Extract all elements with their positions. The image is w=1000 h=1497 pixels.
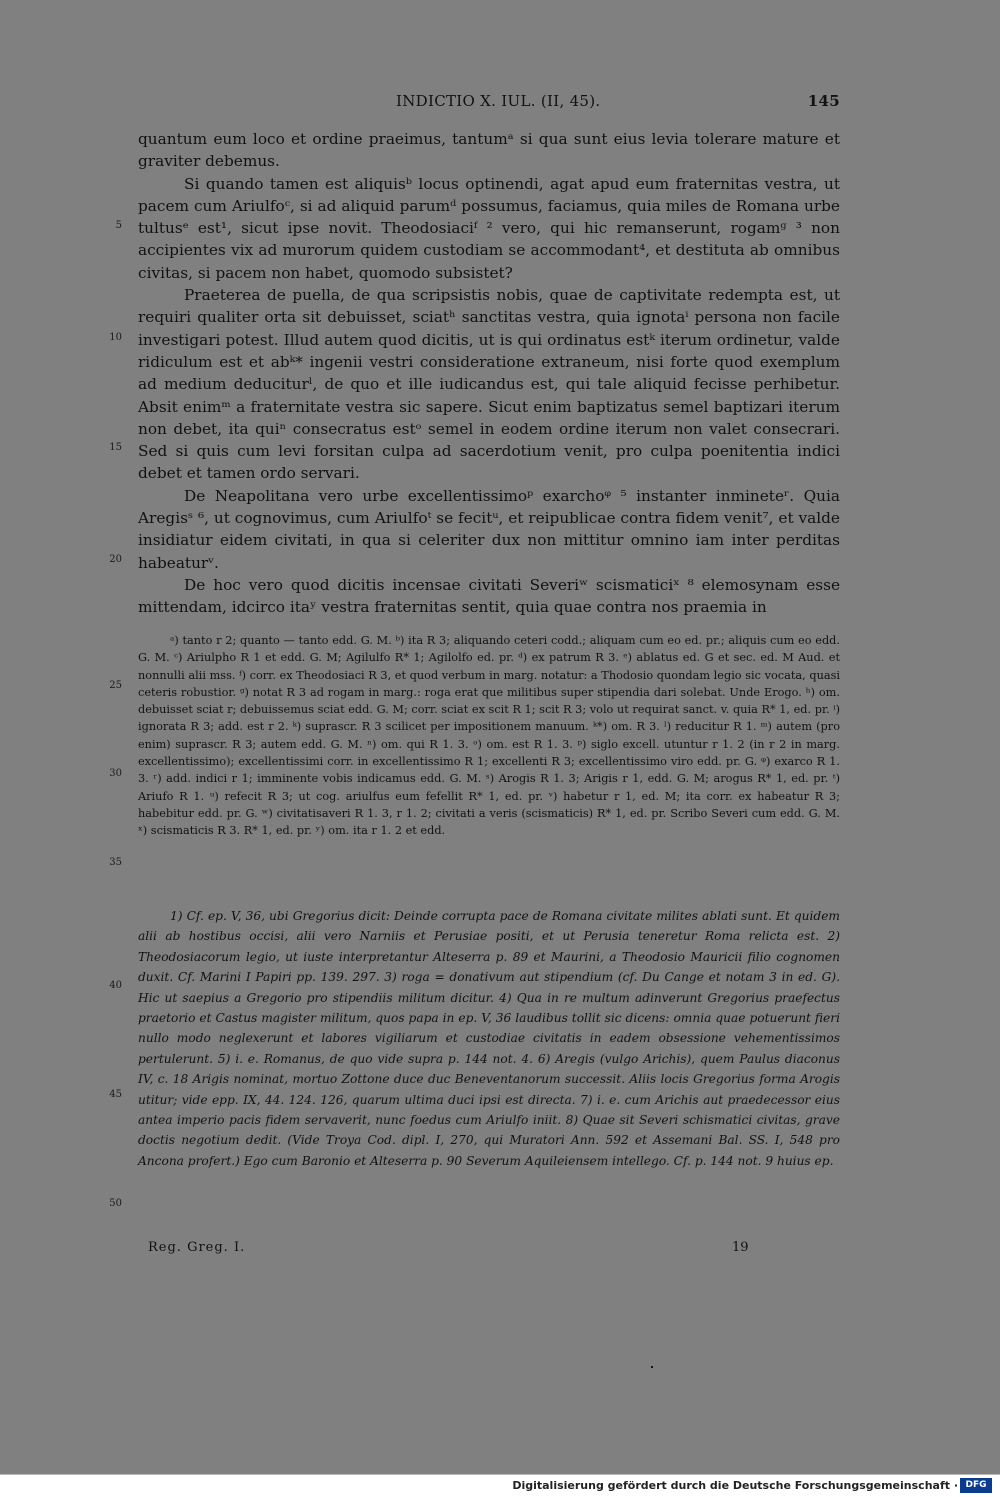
paragraph: De Neapolitana vero urbe excellentissimoᵖ exarchoᵠ ⁵ instanter inmineteʳ. Quia Aregisˢ ⁶, ut cognovimus, cum Ariulfoᵗ se fecitᵘ, et reipublicae contra fidem venit⁷, et valde insidiatur eidem civitati, in qua si celeriter dux non mittitur omnino iam inter perditas habeaturᵛ.: [138, 486, 840, 572]
signature-mark: Reg. Greg. I.: [148, 1240, 246, 1255]
line-number: 30: [109, 768, 122, 779]
main-text: [138, 128, 840, 619]
reference-text: 1) Cf. ep. V, 36, ubi Gregorius dicit: Deinde corrupta pace de Romana civitate milites ablati sunt. Et quidem alii ab hostibus occisi, alii vero Narniis et Perusiae positi, et ut Perusia teneretur Roma relicta est. 2) Theodosiacorum legio, ut iuste interpretantur Alteserra p. 89 et Maurini, a Theodosio Mauricii filio cognomen duxit. Cf. Marini I Papiri pp. 139. 297. 3) roga = donativum aut stipendium (cf. Du Cange et notam 3 in ed. G). Hic ut saepius a Gregorio pro stipendiis militum dicitur. 4) Qua in re multum adinverunt Gregorius praefectus praetorio et Castus magister militum, quos papa in ep. V, 36 laudibus tollit sic dicens: omnia quae potuerunt fieri nullo modo neglexerunt et labores vigiliarum et custodiae civitatis in eadem obsessione vehementissimos pertulerunt. 5) i. e. Romanus, de quo vide supra p. 144 not. 4. 6) Aregis (vulgo Arichis), quem Paulus diaconus IV, c. 18 Arigis nominat, mortuo Zottone duce duc Beneventanorum successit. Aliis locis Gregorius forma Arogis utitur; vide epp. IX, 44. 124. 126, quarum ultima duci ipsi est directa. 7) i. e. cum Arichis aut praedecessor eius antea imperio pacis fidem servaverit, nunc foedus cum Ariulfo iniit. 8) Quae sit Severi schismatici civitas, grave doctis negotium dedit. (Vide Troya Cod. dipl. I, 270, qui Muratori Ann. 592 et Assemani Bal. SS. I, 548 pro Ancona profert.) Ego cum Baronio et Alteserra p. 90 Severum Aquileiensem intellego. Cf. p. 144 not. 9 huius ep.: [138, 909, 840, 1168]
speck: [651, 1366, 653, 1368]
dfg-logo[interactable]: DFG: [960, 1478, 992, 1493]
line-number: 20: [109, 554, 122, 565]
apparatus-text: ᵃ) tanto r 2; quanto — tanto edd. G. M. ᵇ) ita R 3; aliquando ceteri codd.; aliquam cum eo ed. pr.; aliquis cum eo edd. G. M. ᶜ) Ariulpho R 1 et edd. G. M; Agilulfo R* 1; Agilolfo ed. pr. ᵈ) ex patrum R 3. ᵉ) ablatus ed. G et sec. ed. M Aud. et nonnulli alii mss. ᶠ) corr. ex Theodosiaci R 3, et quod verbum in marg. notatur: a Thodosio quondam legio sic vocata, quasi ceteris robustior. ᵍ) notat R 3 ad rogam in marg.: roga erat que militibus super stipendia dari solebat. Unde Erogo. ʰ) om. debuisset sciat r; debuissemus sciat edd. G. M; corr. sciat ex scit R 1; scit R 3; volo ut requirat sanct. v. quia R* 1, ed. pr. ⁱ) ignorata R 3; add. est r 2. ᵏ) suprascr. R 3 scilicet per impositionem manuum. ᵏ*) om. R 3. ˡ) reducitur R 1. ᵐ) autem (pro enim) suprascr. R 3; autem edd. G. M. ⁿ) om. qui R 1. 3. ᵒ) om. est R 1. 3. ᵖ) siglo excell. utuntur r 1. 2 (in r 2 in marg. excellentissimo); excellentissimi corr. in excellentissimo R 1; excellenti R 3; excellentissimo viro edd. pr. G. ᵠ) exarco R 1. 3. ʳ) add. indici r 1; imminente vobis indicamus edd. G. M. ˢ) Arogis R 1. 3; Arigis r 1, edd. G. M; arogus R* 1, ed. pr. ᵗ) Ariufo R 1. ᵘ) refecit R 3; ut cog. ariulfus eum fefellit R* 1, ed. pr. ᵛ) habetur r 1, ed. M; ita corr. ex habeatur R 3; habebitur edd. pr. G. ʷ) civitatisaveri R 1. 3, r 1. 2; civitati a veris (scismaticis) R* 1, ed. pr. Scribo Severi cum edd. G. M. ˣ) scismaticis R 3. R* 1, ed. pr. ʸ) om. ita r 1. 2 et edd.: [138, 634, 840, 838]
paragraph: De hoc vero quod dicitis incensae civitati Severiʷ scismaticiˣ ⁸ elemosynam esse mittendam, idcirco itaʸ vestra fraternitas sentit, quia quae contra nos praemia in: [138, 575, 840, 617]
page-number: 145: [807, 92, 840, 110]
paragraph: Praeterea de puella, de qua scripsistis nobis, quae de captivitate redempta est, ut requiri qualiter orta sit debuisset, sciatʰ sanctitas vestra, quia ignotaⁱ persona non facile investigari potest. Illud autem quod dicitis, ut is qui ordinatus estᵏ iterum ordinetur, valde ridiculum est et abᵏ* ingenii vestri consideratione extraneum, nisi forte quod exemplum ad medium deduciturˡ, de quo et ille iudicandus est, qui tale aliquid fecisse perhibetur. Absit enimᵐ a fraternitate vestra sic sapere. Sicut enim baptizatus semel baptizari iterum non debet, ita quiⁿ consecratus estᵒ semel in eodem ordine iterum non valet consecrari. Sed si quis cum levi forsitan culpa ad sacerdotium venit, pro culpa poenitentia indici debet et tamen ordo servari.: [138, 286, 840, 483]
line-number: 5: [115, 220, 122, 231]
running-header: [138, 92, 840, 114]
line-number: 35: [109, 857, 122, 868]
critical-apparatus: [138, 632, 840, 840]
funding-credit: Digitalisierung gefördert durch die Deutsche Forschungsgemeinschaft ·: [512, 1479, 958, 1492]
paragraph: quantum eum loco et ordine praeimus, tantumᵃ si qua sunt eius levia tolerare mature et graviter debemus.: [138, 130, 840, 171]
reference-notes: [138, 906, 840, 1171]
paragraph: Si quando tamen est aliquisᵇ locus optinendi, agat apud eum fraternitas vestra, ut pacem cum Ariulfoᶜ, si ad aliquid parumᵈ possumus, faciamus, quia miles de Romana urbe tultusᵉ est¹, sicut ipse novit. Theodosiaciᶠ ² vero, qui hic remanserunt, rogamᵍ ³ non accipientes vix ad murorum quidem custodiam se accommodant⁴, et destituta ab omnibus civitas, si pacem non habet, quomodo subsistet?: [138, 174, 840, 282]
line-number: 50: [109, 1198, 122, 1209]
running-title: INDICTIO X. IUL. (II, 45).: [396, 92, 601, 110]
line-number: 25: [109, 680, 122, 691]
line-number: 15: [109, 442, 122, 453]
funding-footer: [0, 1474, 1000, 1497]
sheet-number: 19: [732, 1240, 749, 1255]
line-number: 40: [109, 980, 122, 991]
line-number: 45: [109, 1089, 122, 1100]
line-number: 10: [109, 332, 122, 343]
